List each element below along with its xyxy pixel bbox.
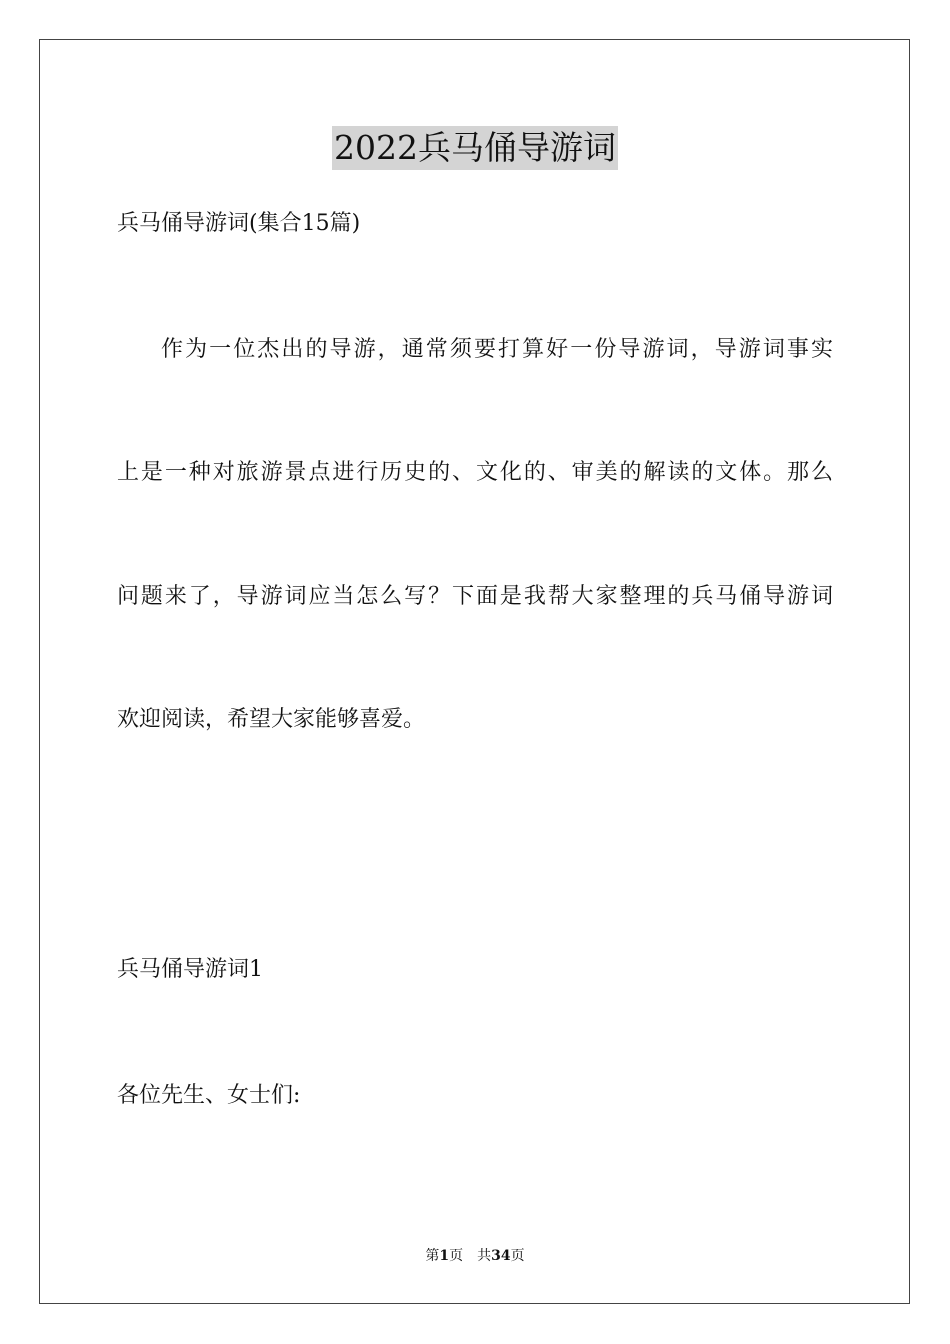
page-suffix: 页	[449, 1248, 464, 1264]
intro-line-3: 问题来了，导游词应当怎么写？下面是我帮大家整理的兵马俑导游词	[117, 584, 833, 609]
total-pages: 34	[491, 1248, 511, 1264]
page-number: 1	[439, 1248, 450, 1264]
page-footer	[0, 1246, 950, 1266]
title-container	[0, 126, 950, 170]
greeting-line: 各位先生、女士们:	[117, 1083, 301, 1108]
document-subtitle: 兵马俑导游词(集合15篇)	[117, 211, 361, 236]
page-prefix: 第	[425, 1248, 440, 1264]
total-prefix: 共	[477, 1248, 492, 1264]
section-heading: 兵马俑导游词1	[117, 957, 263, 982]
intro-line-2: 上是一种对旅游景点进行历史的、文化的、审美的解读的文体。那么	[117, 460, 833, 485]
document-title: 2022兵马俑导游词	[332, 126, 618, 170]
intro-line-4: 欢迎阅读，希望大家能够喜爱。	[117, 707, 426, 732]
intro-line-1: 作为一位杰出的导游，通常须要打算好一份导游词，导游词事实	[161, 337, 833, 362]
total-suffix: 页	[510, 1248, 525, 1264]
